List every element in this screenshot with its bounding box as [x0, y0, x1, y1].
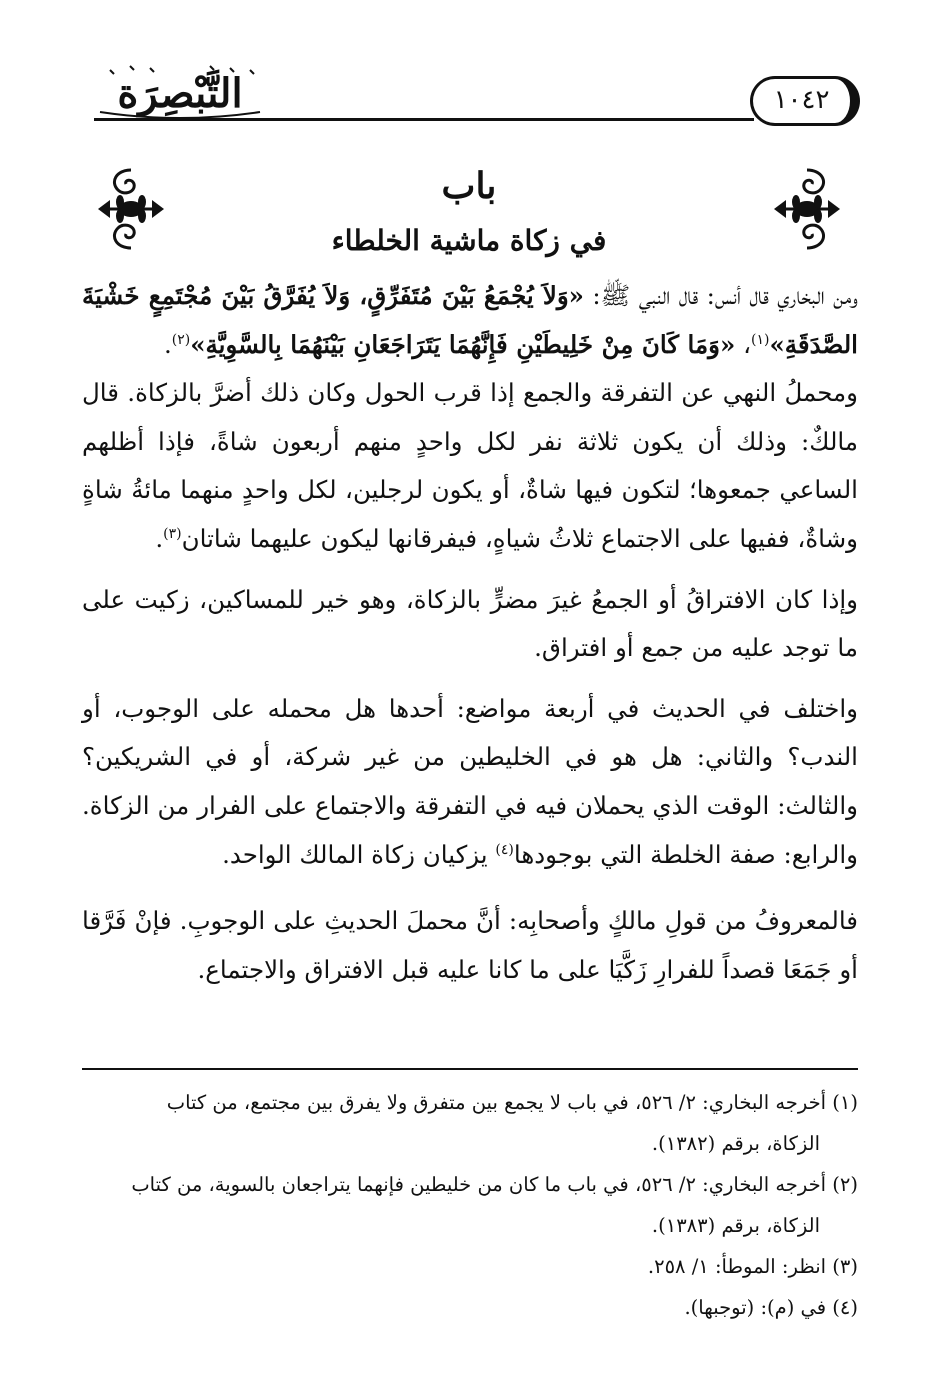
title-ornament-icon	[90, 62, 270, 126]
text-run: .	[163, 329, 172, 359]
text-run: .	[155, 523, 164, 553]
paragraph-2	[82, 369, 858, 563]
paragraph-5: فالمعروفُ من قولِ مالكٍ وأصحابِه: أنَّ محملَ الحديثِ على الوجوبِ. فإنْ فَرَّقا أو جَمَعَا قصداً للفرارِ زَكَّيَا على ما كانا عليه قبل الافتراق والاجتماع.	[82, 906, 858, 984]
footnote-ref: (٤)	[495, 841, 514, 858]
footnote-ref: (٣)	[163, 525, 182, 542]
header-rule	[94, 118, 754, 121]
footnote-4-line: (٤) في (م): (توجبها).	[684, 1296, 858, 1319]
footnote-2-line: (٢) أخرجه البخاري: ٢/ ٥٢٦، في باب ما كان من خليطين فإنهما يتراجعان بالسوية، من كتاب	[131, 1173, 858, 1196]
running-header	[70, 62, 860, 132]
footnote-ref: (٢)	[171, 331, 191, 348]
paragraph-3: وإذا كان الافتراقُ أو الجمعُ غيرَ مضرٍّ بالزكاة، وهو خير للمساكين، زكيت على ما توجد عليه من جمع أو افتراق.	[82, 584, 858, 663]
footnote-3-line: (٣) انظر: الموطأ: ١/ ٢٥٨.	[647, 1255, 858, 1278]
footnote-ref: (١)	[750, 331, 770, 348]
footnote-1-line: (١) أخرجه البخاري: ٢/ ٥٢٦، في باب لا يجمع بين متفرق ولا يفرق بين مجتمع، من كتاب	[166, 1091, 858, 1114]
main-text	[82, 272, 858, 994]
text-run: ومحملُ النهي عن التفرقة والجمع إذا قرب الحول وكان ذلك أضرَّ بالزكاة. قال مالكٌ: وذلك أن يكون ثلاثة نفر لكل واحدٍ منهم أربعون شاةً، فإذا أظلهم الساعي جمعوها؛ لتكون فيها شاةٌ، أو يكون لرجلين، لكل واحدٍ منهما مائةُ شاةٍ وشاةٌ، ففيها على الاجتماع ثلاثُ شياهٍ، فيفرقانها ليكون عليهما شاتان	[82, 378, 858, 553]
text-run: يزكيان زكاة المالك الواحد.	[222, 839, 496, 869]
footnote-1-cont: الزكاة، برقم (١٣٨٢).	[651, 1132, 820, 1155]
hadith-quote: «وَلاَ يُجْمَعُ بَيْنَ مُتَفَرِّقٍ، وَلاَ يُفَرَّقُ بَيْنَ مُجْتَمِعٍ خَشْيَةَ الصَّدَقَةِ»	[82, 281, 858, 359]
book-title	[90, 68, 270, 120]
text-run: ،	[735, 329, 751, 359]
paragraph-4	[82, 685, 858, 879]
hadith-quote: «وَمَا كَانَ مِنْ خَلِيطَيْنِ فَإِنَّهُمَا يَتَرَاجَعَانِ بَيْنَهُمَا بِالسَّوِيَّةِ»	[190, 329, 736, 359]
paragraph-1	[82, 272, 858, 369]
footnote-separator	[82, 1068, 858, 1070]
text-run: واختلف في الحديث في أربعة مواضع: أحدها هل محمله على الوجوب، أو الندب؟ والثاني: هل هو في الخليطين من غير شركة، أو في الشريكين؟ والثالث: الوقت الذي يحملان فيه في التفرقة والاجتماع على الفرار من الزكاة. والرابع: صفة الخلطة التي بوجودها	[82, 693, 858, 869]
footnotes	[80, 1082, 858, 1328]
chapter-title: باب	[441, 165, 497, 207]
footnote-2-cont: الزكاة، برقم (١٣٨٣).	[651, 1214, 820, 1237]
page-number: ١٠٤٢	[750, 76, 860, 126]
book-title-text: التَّبْصِرَة	[117, 70, 243, 117]
text-run: ومن البخاري قال أنس: قال النبي ﷺ:	[583, 281, 858, 310]
chapter-subtitle: في زكاة ماشية الخلطاء	[331, 224, 607, 257]
